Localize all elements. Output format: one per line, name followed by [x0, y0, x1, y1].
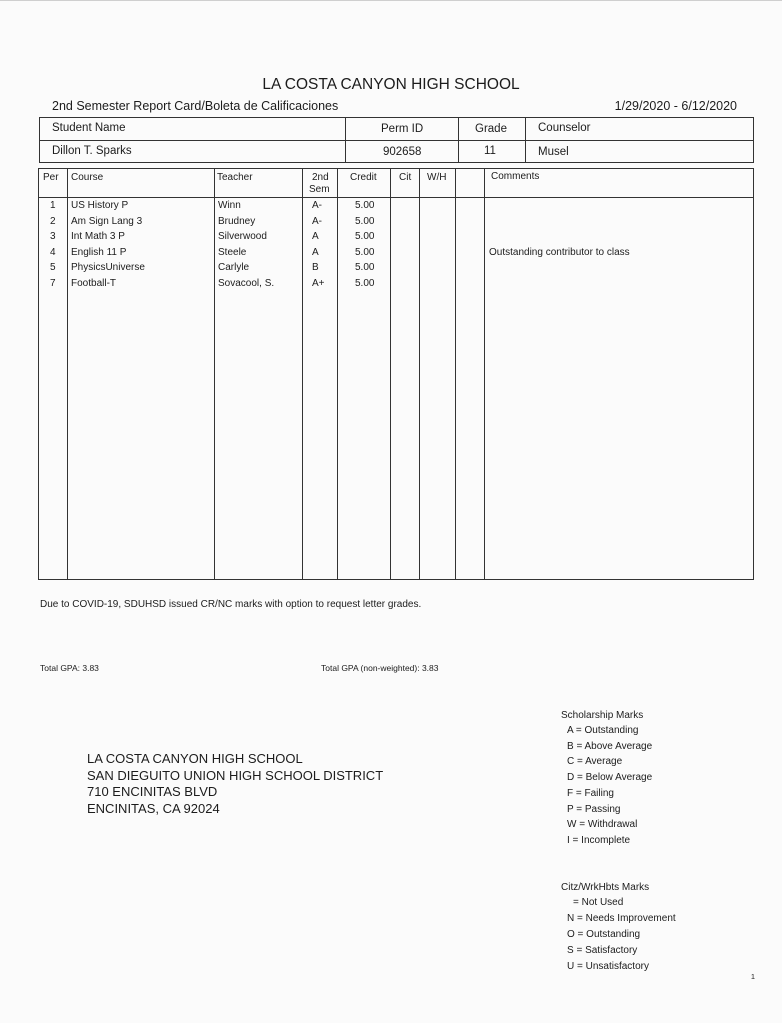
course-period: 1 [50, 200, 56, 211]
course-teacher: Steele [218, 246, 247, 258]
citizenship-mark-item: = Not Used [573, 897, 624, 908]
page-top-border [0, 0, 782, 1]
course-mark: A- [312, 215, 322, 227]
col-header-cit: Cit [399, 172, 412, 183]
citizenship-marks-title: Citz/WrkHbts Marks [561, 882, 650, 893]
perm-id-value: 902658 [383, 146, 422, 158]
scholarship-marks-title: Scholarship Marks [561, 710, 644, 721]
col-header-teacher: Teacher [217, 172, 253, 183]
course-teacher: Carlyle [218, 262, 250, 274]
col-header-wh: W/H [427, 172, 447, 183]
course-name: English 11 P [71, 246, 127, 258]
col-header-per: Per [43, 172, 59, 183]
col-header-credit: Credit [350, 172, 377, 183]
scholarship-mark-item: F = Failing [567, 787, 614, 799]
scholarship-mark-item: B = Above Average [567, 740, 653, 752]
address-line-2: SAN DIEGUITO UNION HIGH SCHOOL DISTRICT [87, 768, 384, 783]
course-mark: A- [312, 200, 322, 211]
citizenship-mark-item: N = Needs Improvement [567, 913, 676, 924]
courses-header-divider [38, 197, 754, 198]
course-mark: A [312, 231, 319, 243]
report-dates: 1/29/2020 - 6/12/2020 [614, 99, 737, 113]
course-mark: B [312, 262, 319, 274]
student-name-value: Dillon T. Sparks [52, 145, 132, 157]
course-period: 7 [50, 278, 56, 289]
course-mark: A+ [312, 278, 325, 289]
student-name-label: Student Name [52, 122, 126, 134]
course-credit: 5.00 [355, 215, 375, 227]
counselor-label: Counselor [538, 122, 591, 134]
col-header-course: Course [71, 172, 104, 183]
course-mark: A [312, 246, 319, 258]
course-teacher: Sovacool, S. [218, 278, 275, 289]
course-period: 3 [50, 231, 56, 243]
course-name: Int Math 3 P [71, 231, 125, 243]
address-line-1: LA COSTA CANYON HIGH SCHOOL [87, 751, 303, 766]
student-info-divider [39, 140, 754, 141]
course-period: 2 [50, 215, 56, 227]
course-name: PhysicsUniverse [71, 262, 145, 274]
col-header-sem-line1: 2nd [312, 172, 329, 183]
course-credit: 5.00 [355, 278, 375, 289]
scholarship-mark-item: P = Passing [567, 803, 621, 815]
perm-id-label: Perm ID [381, 123, 424, 135]
report-title: 2nd Semester Report Card/Boleta de Calificaciones [52, 99, 339, 113]
counselor-value: Musel [538, 146, 569, 158]
address-line-4: ENCINITAS, CA 92024 [87, 801, 220, 816]
citizenship-mark-item: O = Outstanding [567, 929, 641, 940]
course-teacher: Brudney [218, 215, 256, 227]
school-title: LA COSTA CANYON HIGH SCHOOL [262, 76, 520, 93]
scholarship-mark-item: I = Incomplete [567, 834, 631, 846]
total-gpa: Total GPA: 3.83 [40, 663, 99, 673]
col-header-comments: Comments [491, 171, 540, 182]
covid-note: Due to COVID-19, SDUHSD issued CR/NC marks with option to request letter grades. [40, 599, 422, 610]
course-name: US History P [71, 200, 129, 211]
scholarship-mark-item: C = Average [567, 756, 623, 768]
grade-label: Grade [475, 123, 507, 135]
course-name: Am Sign Lang 3 [71, 215, 143, 227]
total-gpa-non-weighted: Total GPA (non-weighted): 3.83 [321, 663, 439, 673]
courses-table [38, 168, 754, 580]
scholarship-mark-item: A = Outstanding [567, 725, 639, 736]
citizenship-mark-item: S = Satisfactory [567, 945, 638, 956]
address-line-3: 710 ENCINITAS BLVD [87, 784, 218, 799]
scholarship-mark-item: D = Below Average [567, 772, 653, 784]
col-header-sem-line2: Sem [309, 184, 330, 195]
course-period: 5 [50, 262, 56, 274]
course-period: 4 [50, 246, 56, 258]
page-number: 1 [750, 972, 755, 981]
course-credit: 5.00 [355, 262, 375, 274]
course-comment: Outstanding contributor to class [489, 246, 630, 258]
course-name: Football-T [71, 278, 117, 289]
course-teacher: Silverwood [218, 231, 267, 243]
course-credit: 5.00 [355, 246, 375, 258]
course-credit: 5.00 [355, 200, 375, 211]
course-teacher: Winn [218, 200, 241, 211]
citizenship-mark-item: U = Unsatisfactory [567, 961, 649, 972]
grade-value: 11 [484, 145, 496, 157]
course-credit: 5.00 [355, 231, 375, 243]
scholarship-mark-item: W = Withdrawal [567, 819, 638, 831]
